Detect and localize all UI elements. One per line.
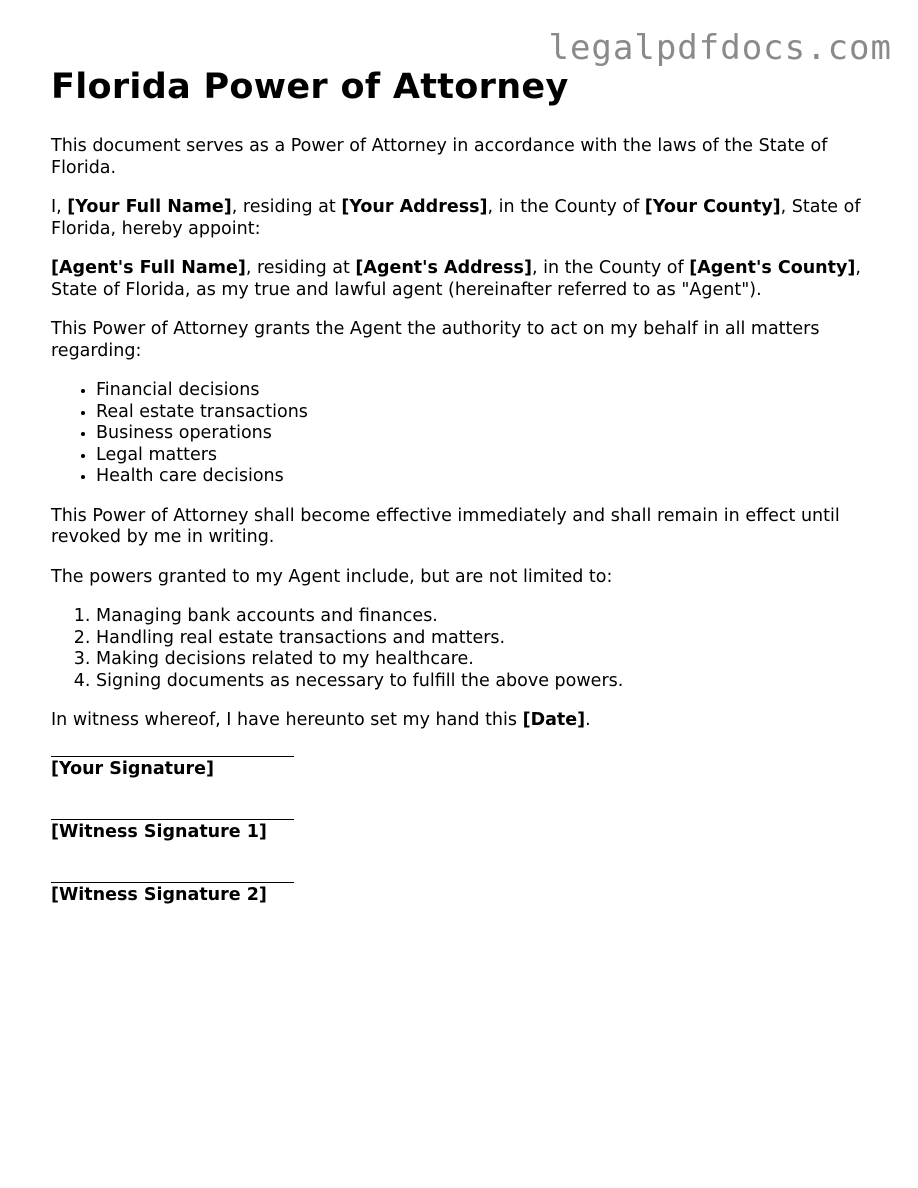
witness-paragraph (51, 710, 871, 732)
intro-paragraph: This document serves as a Power of Attorney in accordance with the laws of the State of Florida. (51, 136, 828, 178)
list-item: • Real estate transactions (96, 402, 871, 424)
list-item: • Health care decisions (96, 466, 871, 488)
document-page (51, 64, 871, 945)
signature-line (51, 882, 294, 883)
witness-signature-2 (51, 882, 294, 906)
watermark: legalpdfdocs.com (548, 28, 892, 68)
principal-paragraph (51, 197, 871, 240)
powers-list (51, 606, 871, 692)
powers-intro-paragraph: The powers granted to my Agent include, but are not limited to: (51, 566, 613, 587)
matters-list (51, 380, 871, 488)
list-item: • Business operations (96, 423, 871, 445)
your-signature-label: [Your Signature] (51, 758, 214, 779)
principal-prefix: I, (51, 197, 68, 217)
agent-suffix: , State of Florida, as my true and lawful agent (hereinafter referred to as "Agent"). (51, 258, 861, 300)
principal-address-field: [Your Address] (341, 197, 488, 217)
effective-paragraph: This Power of Attorney shall become effective immediately and shall remain in effect until revoked by me in writing. (51, 505, 840, 547)
witness-signature-1 (51, 819, 294, 843)
agent-paragraph (51, 258, 871, 301)
witness-prefix: In witness whereof, I have hereunto set my hand this (51, 710, 523, 730)
list-item: • Legal matters (96, 445, 871, 467)
agent-county-field: [Agent's County] (689, 258, 856, 278)
agent-county-text: , in the County of (531, 258, 690, 278)
principal-county-field: [Your County] (644, 197, 781, 217)
witness-signature-1-label: [Witness Signature 1] (51, 821, 267, 842)
your-signature (51, 756, 294, 780)
signature-line (51, 819, 294, 820)
principal-residing-text: , residing at (231, 197, 342, 217)
agent-name-field: [Agent's Full Name] (51, 258, 246, 278)
agent-residing-text: , residing at (245, 258, 356, 278)
list-item: 4. Signing documents as necessary to fulfill the above powers. (96, 671, 871, 693)
principal-county-text: , in the County of (487, 197, 645, 217)
authority-paragraph: This Power of Attorney grants the Agent the authority to act on my behalf in all matters regarding: (51, 319, 820, 361)
signature-block (51, 756, 871, 906)
agent-address-field: [Agent's Address] (355, 258, 532, 278)
witness-suffix: . (585, 710, 591, 730)
signature-line (51, 756, 294, 757)
date-field: [Date] (522, 710, 586, 730)
principal-suffix: , State of Florida, hereby appoint: (51, 197, 861, 239)
list-item: 3. Making decisions related to my healthcare. (96, 649, 871, 671)
list-item: 1. Managing bank accounts and finances. (96, 606, 871, 628)
principal-name-field: [Your Full Name] (67, 197, 232, 217)
witness-signature-2-label: [Witness Signature 2] (51, 884, 267, 905)
document-title: Florida Power of Attorney (51, 67, 569, 107)
list-item: 2. Handling real estate transactions and matters. (96, 628, 871, 650)
list-item: • Financial decisions (96, 380, 871, 402)
